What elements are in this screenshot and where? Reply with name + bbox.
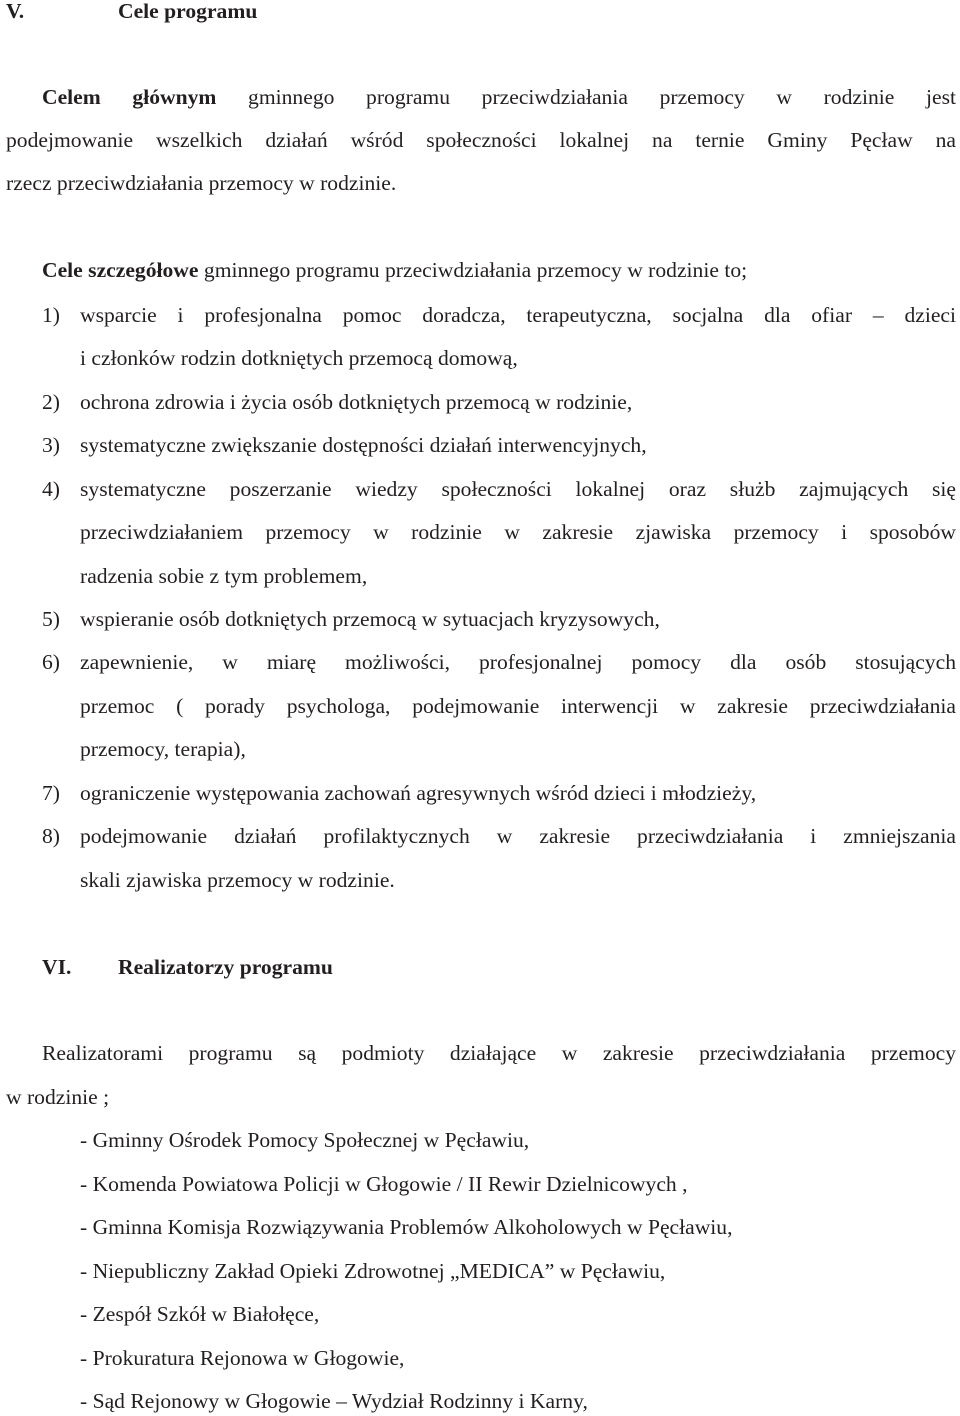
list-item-text: zapewnienie, w miarę możliwości, profesjonalnej pomocy dla osób stosujących (80, 650, 956, 674)
main-goal-line-1 (42, 84, 956, 110)
section-title: Cele programu (118, 0, 258, 23)
list-item-number: 7) (42, 781, 60, 805)
list-item-number: 4) (42, 477, 60, 501)
list-item-text: radzenia sobie z tym problemem, (80, 564, 368, 588)
list-item-text: skali zjawiska przemocy w rodzinie. (80, 868, 395, 892)
main-goal-text: gminnego programu przeciwdziałania przemocy w rodzinie jest (248, 85, 956, 109)
implementer-item: - Komenda Powiatowa Policji w Głogowie / II Rewir Dzielnicowych , (80, 1172, 688, 1196)
list-item-number: 1) (42, 303, 60, 327)
section-heading-vi (42, 954, 333, 980)
main-goal-line-2 (6, 127, 956, 153)
main-goal-text: rzecz przeciwdziałania przemocy w rodzinie. (6, 171, 397, 195)
implementer-item: - Niepubliczny Zakład Opieki Zdrowotnej „MEDICA” w Pęcławiu, (80, 1259, 666, 1283)
list-item-text: wsparcie i profesjonalna pomoc doradcza, terapeutyczna, socjalna dla ofiar – dzieci (80, 303, 956, 327)
list-item-number: 2) (42, 390, 60, 414)
list-item-text: ochrona zdrowia i życia osób dotkniętych przemocą w rodzinie, (80, 390, 633, 414)
implementers-line-2: w rodzinie ; (6, 1085, 110, 1109)
list-item-text: wspieranie osób dotkniętych przemocą w sytuacjach kryzysowych, (80, 607, 660, 631)
list-item-text: systematyczne zwiększanie dostępności działań interwencyjnych, (80, 433, 647, 457)
main-goal-text: podejmowanie wszelkich działań wśród społeczności lokalnej na ternie Gminy Pęcław na (6, 128, 956, 152)
list-item-number: 6) (42, 650, 60, 674)
detailed-goals-text: gminnego programu przeciwdziałania przemocy w rodzinie to; (203, 258, 748, 282)
section-number: VI. (42, 955, 72, 979)
implementer-item: - Gminna Komisja Rozwiązywania Problemów Alkoholowych w Pęcławiu, (80, 1215, 733, 1239)
implementer-item: - Zespół Szkół w Białołęce, (80, 1302, 320, 1326)
main-goal-lead: Celem głównym (42, 85, 217, 109)
implementer-item: - Prokuratura Rejonowa w Głogowie, (80, 1346, 405, 1370)
section-number: V. (6, 0, 25, 23)
implementer-item: - Gminny Ośrodek Pomocy Społecznej w Pęcławiu, (80, 1128, 530, 1152)
list-item-number: 3) (42, 433, 60, 457)
section-title: Realizatorzy programu (118, 955, 333, 979)
list-item-number: 8) (42, 824, 60, 848)
list-item-text: ograniczenie występowania zachowań agresywnych wśród dzieci i młodzieży, (80, 781, 757, 805)
list-item-text: i członków rodzin dotkniętych przemocą domową, (80, 346, 518, 370)
section-heading-v (6, 0, 258, 24)
detailed-goals-lead: Cele szczegółowe (42, 258, 199, 282)
list-item-text: przemocy, terapia), (80, 737, 246, 761)
list-item-text: przeciwdziałaniem przemocy w rodzinie w zakresie zjawiska przemocy i sposobów (80, 520, 956, 544)
implementers-line-1: Realizatorami programu są podmioty działające w zakresie przeciwdziałania przemocy (42, 1041, 956, 1065)
list-item-text: podejmowanie działań profilaktycznych w zakresie przeciwdziałania i zmniejszania (80, 824, 956, 848)
detailed-goals-intro (42, 257, 747, 283)
list-item-text: przemoc ( porady psychologa, podejmowanie interwencji w zakresie przeciwdziałania (80, 694, 956, 718)
implementer-item: - Sąd Rejonowy w Głogowie – Wydział Rodzinny i Karny, (80, 1389, 588, 1413)
list-item-text: systematyczne poszerzanie wiedzy społeczności lokalnej oraz służb zajmujących się (80, 477, 956, 501)
list-item-number: 5) (42, 607, 60, 631)
main-goal-line-3 (6, 170, 396, 196)
